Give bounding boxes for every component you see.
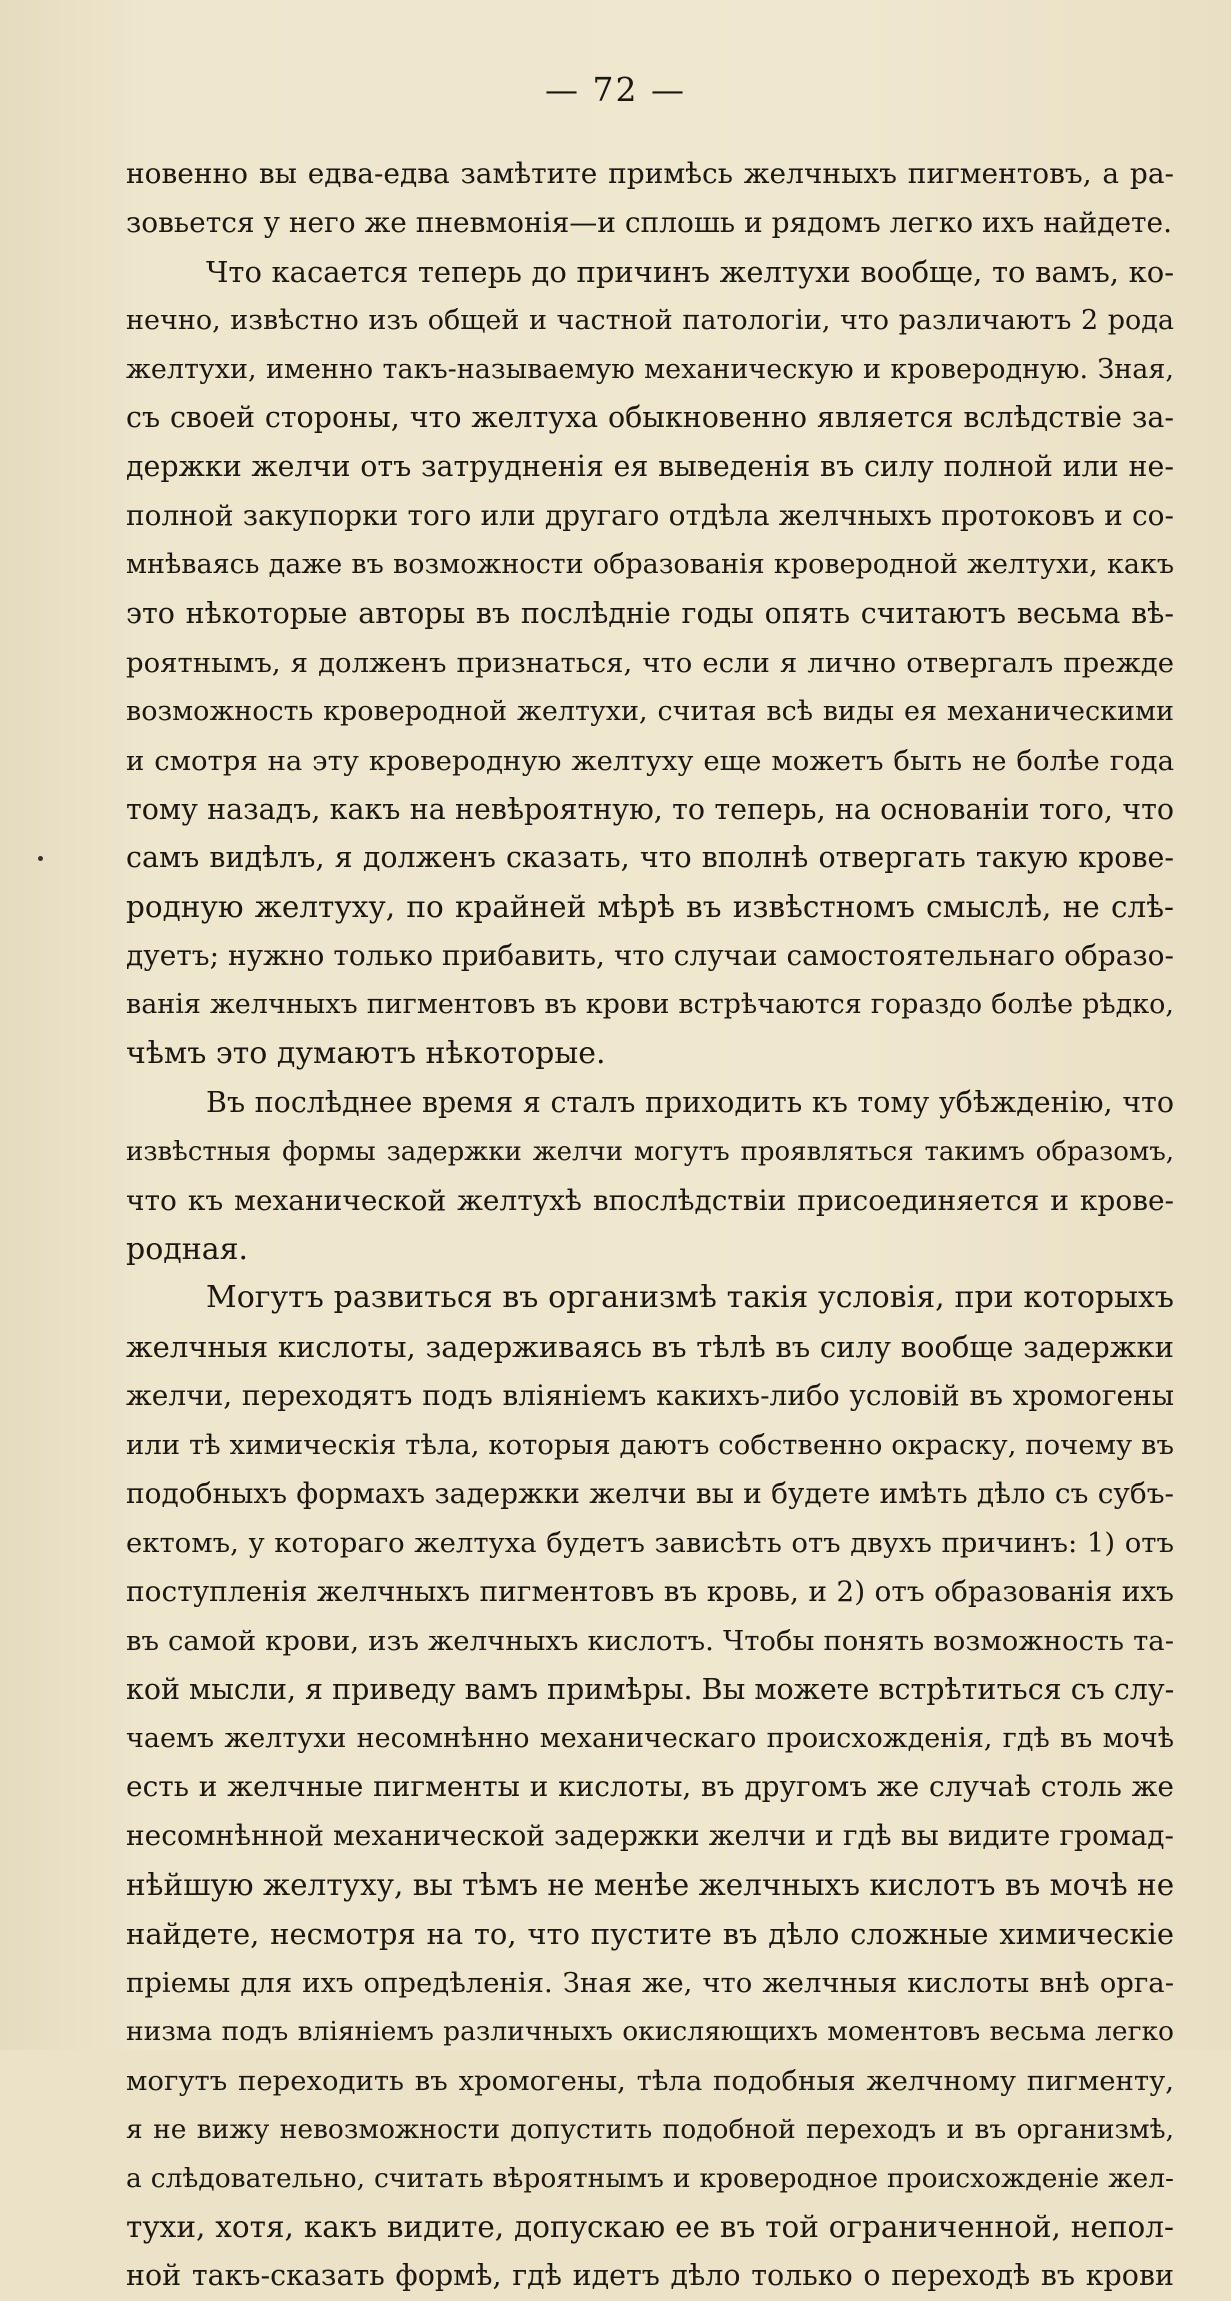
text-line: пріемы для ихъ опредѣленія. Зная же, что желчныя кислоты внѣ орга-	[126, 1966, 1174, 1999]
text-line: мнѣваясь даже въ возможности образованія кроверодной желтухи, какъ	[126, 549, 1174, 581]
text-line: подобныхъ формахъ задержки желчи вы и будете имѣть дѣло съ субъ-	[126, 1477, 1174, 1511]
text-line: дуетъ; нужно только прибавить, что случаи самостоятельнаго образо-	[126, 939, 1174, 973]
body-text	[126, 150, 1174, 2301]
text-line: нечно, извѣстно изъ общей и частной патологіи, что различаютъ 2 рода	[126, 304, 1174, 336]
text-line: тухи, хотя, какъ видите, допускаю ее въ той ограниченной, непол-	[126, 2210, 1174, 2245]
text-line: возможность кроверодной желтухи, считая всѣ виды ея механическими	[126, 695, 1174, 727]
text-line: новенно вы едва-едва замѣтите примѣсь желчныхъ пигментовъ, а ра-	[126, 157, 1174, 190]
text-line: и смотря на эту кроверодную желтуху еще можетъ быть не болѣе года	[126, 744, 1174, 777]
text-line: чѣмъ это думаютъ нѣкоторые.	[126, 1036, 606, 1072]
text-line: въ самой крови, изъ желчныхъ кислотъ. Чтобы понять возможность та-	[126, 1624, 1174, 1657]
text-line: желчныя кислоты, задерживаясь въ тѣлѣ въ силу вообще задержки	[126, 1330, 1174, 1365]
text-line: чаемъ желтухи несомнѣнно механическаго происхожденія, гдѣ въ мочѣ	[126, 1722, 1174, 1754]
text-line: или тѣ химическія тѣла, которыя даютъ собственно окраску, почему въ	[126, 1429, 1174, 1462]
text-line: найдете, несмотря на то, что пустите въ дѣло сложные химическіе	[126, 1917, 1174, 1952]
text-line: желчи, переходятъ подъ вліяніемъ какихъ-либо условій въ хромогены	[126, 1379, 1174, 1413]
text-line: самъ видѣлъ, я долженъ сказать, что вполнѣ отвергать такую крове-	[126, 841, 1174, 875]
text-line: я не вижу невозможности допустить подобной переходъ и въ организмѣ,	[126, 2113, 1174, 2145]
text-line: съ своей стороны, что желтуха обыкновенно является вслѣдствіе за-	[126, 401, 1174, 435]
text-line: это нѣкоторые авторы въ послѣдніе годы опять считаютъ весьма вѣ-	[126, 597, 1174, 631]
text-line: полной закупорки того или другаго отдѣла желчныхъ протоковъ и со-	[126, 499, 1174, 533]
text-line: держки желчи отъ затрудненія ея выведенія въ силу полной или не-	[126, 450, 1174, 484]
text-line: несомнѣнной механической задержки желчи и гдѣ вы видите громад-	[126, 1819, 1174, 1853]
text-line: зовьется у него же пневмонія—и сплошь и рядомъ легко ихъ найдете.	[126, 205, 1172, 239]
text-line: роятнымъ, я долженъ признаться, что если я лично отвергалъ прежде	[126, 646, 1174, 679]
text-line: ектомъ, у котораго желтуха будетъ зависѣть отъ двухъ причинъ: 1) отъ	[126, 1526, 1174, 1559]
text-line: Что касается теперь до причинъ желтухи вообще, то вамъ, ко-	[206, 254, 1174, 289]
text-line: что къ механической желтухѣ впослѣдствіи присоединяется и крове-	[126, 1183, 1174, 1217]
margin-ink-spot	[38, 856, 43, 861]
text-line: могутъ переходить въ хромогены, тѣла подобныя желчному пигменту,	[126, 2064, 1174, 2097]
text-line: низма подъ вліяніемъ различныхъ окисляющихъ моментовъ весьма легко	[126, 2015, 1174, 2047]
text-line: родную желтуху, по крайней мѣрѣ въ извѣстномъ смыслѣ, не слѣ-	[126, 890, 1174, 925]
text-line: кой мысли, я приведу вамъ примѣры. Вы можете встрѣтиться съ слу-	[126, 1672, 1174, 1706]
text-line: есть и желчные пигменты и кислоты, въ другомъ же случаѣ столь же	[126, 1770, 1174, 1804]
text-line: Въ послѣднее время я сталъ приходить къ тому убѣжденію, что	[206, 1085, 1174, 1119]
text-line: Могутъ развиться въ организмѣ такія условія, при которыхъ	[206, 1280, 1174, 1316]
text-line: поступленія желчныхъ пигментовъ въ кровь, и 2) отъ образованія ихъ	[126, 1574, 1174, 1608]
text-line: ванія желчныхъ пигментовъ въ крови встрѣчаются гораздо болѣе рѣдко,	[126, 989, 1174, 1021]
text-line: извѣстныя формы задержки желчи могутъ проявляться такимъ образомъ,	[126, 1136, 1174, 1167]
page-number: — 72 —	[545, 70, 686, 109]
text-line: тому назадъ, какъ на невѣроятную, то теперь, на основаніи того, что	[126, 792, 1174, 826]
text-line: нѣйшую желтуху, вы тѣмъ не менѣе желчныхъ кислотъ въ мочѣ не	[126, 1868, 1174, 1903]
text-line: желтухи, именно такъ-называемую механическую и кроверодную. Зная,	[126, 353, 1174, 385]
text-line: а слѣдовательно, считать вѣроятнымъ и кроверодное происхожденіе жел-	[126, 2162, 1174, 2194]
text-line: ной такъ-сказать формѣ, гдѣ идетъ дѣло только о переходѣ въ крови	[126, 2259, 1174, 2293]
text-line: родная.	[126, 1231, 249, 1267]
